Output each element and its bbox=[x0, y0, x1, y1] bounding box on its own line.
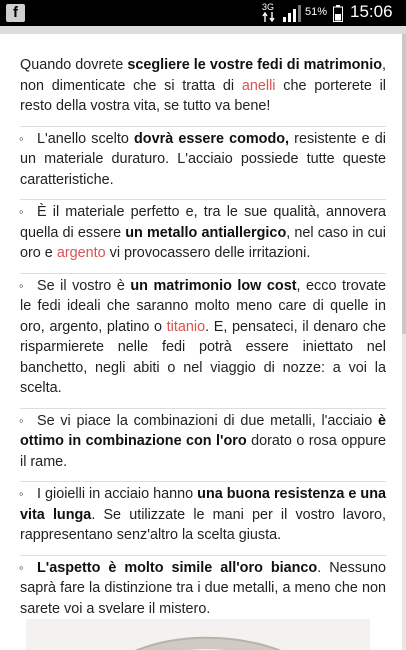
data-arrows-icon bbox=[262, 12, 276, 22]
facebook-icon: f bbox=[6, 4, 25, 22]
bold-text: una buona resistenza e una vita lunga bbox=[20, 486, 386, 523]
scrollbar-thumb[interactable] bbox=[402, 34, 406, 334]
list-item bbox=[20, 408, 386, 473]
text: È il materiale perfetto e, tra le sue qualità, annovera quella di essere bbox=[20, 204, 386, 241]
link-titanio[interactable]: titanio bbox=[166, 318, 206, 335]
text: , ecco trovate le fedi ideali che saranno molto meno care di quelle in oro, argento, platino o bbox=[20, 277, 386, 335]
text: L'anello scelto bbox=[37, 130, 135, 147]
bold-text: L'aspetto è molto simile all'oro bianco bbox=[37, 559, 318, 576]
list-item bbox=[20, 555, 386, 620]
text: . Nessuno saprà fare la distinzione tra i due metalli, a meno che non sarete voi a svelare il mistero. bbox=[20, 559, 387, 617]
text: Quando dovrete bbox=[20, 57, 128, 73]
bold-text: un matrimonio low cost bbox=[130, 277, 297, 294]
bold-text: un metallo antiallergico bbox=[125, 224, 287, 241]
status-bar bbox=[0, 0, 406, 26]
text: I gioielli in acciaio hanno bbox=[37, 486, 198, 502]
list-item bbox=[20, 199, 386, 264]
list-item bbox=[20, 273, 386, 399]
article-body bbox=[20, 55, 386, 628]
battery-percent: 51% bbox=[305, 6, 328, 18]
network-type: 3G bbox=[262, 2, 275, 12]
intro-paragraph bbox=[20, 55, 386, 117]
text: vi provocassero delle irritazioni. bbox=[105, 245, 311, 261]
text: Se vi piace la combinazioni di due metalli, l'acciaio bbox=[37, 412, 378, 429]
text: . Se utilizzate le mani per il vostro lavoro, rappresentano senz'altro la scelta giusta. bbox=[20, 506, 386, 543]
text: che porterete il resto della vostra vita, se tutto va bene! bbox=[20, 77, 386, 114]
web-content[interactable] bbox=[0, 26, 406, 650]
feature-list bbox=[20, 126, 386, 620]
text: , nel caso in cui oro e bbox=[20, 224, 386, 261]
battery-icon bbox=[333, 5, 343, 22]
text: , non dimenticate che si tratta di bbox=[20, 57, 386, 94]
page-top-bar bbox=[0, 26, 406, 34]
link-anelli[interactable]: anelli bbox=[241, 77, 276, 94]
text: resistente e di un materiale duraturo. L'acciaio possiede tutte queste caratteristiche. bbox=[20, 130, 387, 188]
bold-text: dovrà essere comodo, bbox=[134, 130, 290, 147]
signal-icon bbox=[282, 5, 302, 22]
bold-text: è ottimo in combinazione con l'oro bbox=[20, 412, 386, 449]
bold-text: scegliere le vostre fedi di matrimonio bbox=[127, 57, 382, 73]
ring-image bbox=[26, 619, 370, 650]
link-argento[interactable]: argento bbox=[56, 245, 106, 261]
clock: 15:06 bbox=[350, 2, 393, 21]
text: . E, pensateci, il denaro che risparmierete nelle fedi potrà essere iniettato nel banchetto, negli abiti o nel viaggio di nozze: a voi la scelta. bbox=[20, 318, 386, 396]
list-item bbox=[20, 126, 386, 191]
list-item bbox=[20, 481, 386, 546]
text: dorato o rosa oppure il rame. bbox=[20, 433, 387, 470]
article-image bbox=[26, 619, 370, 650]
text: Se il vostro è bbox=[37, 277, 131, 294]
